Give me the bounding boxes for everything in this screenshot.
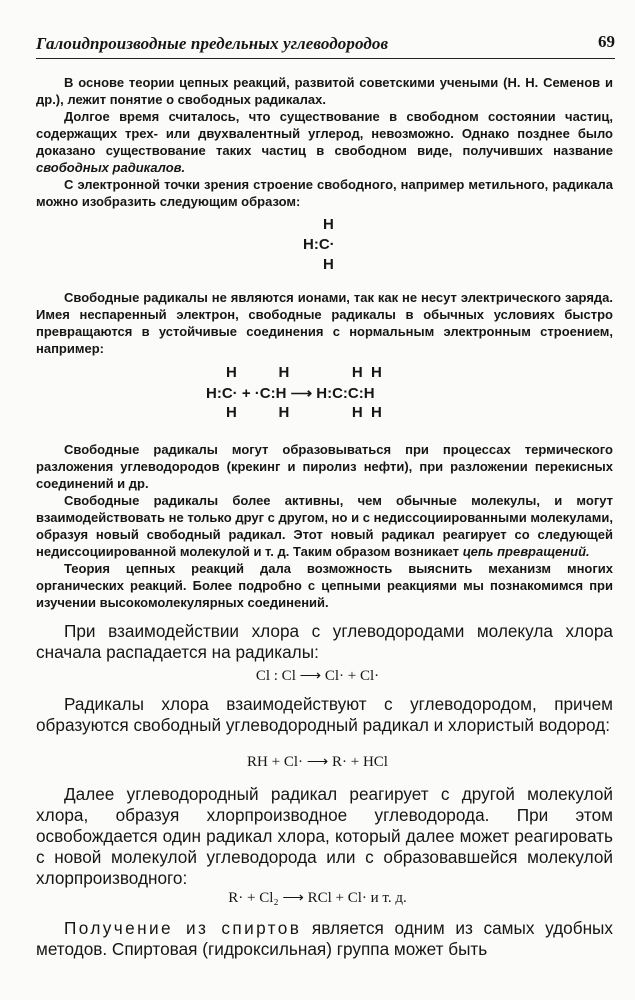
formula-row: H H H H <box>226 404 382 421</box>
paragraph: Радикалы хлора взаимодействуют с углеводородом, причем образуются свободный углеводородный радикал и хлористый водород: <box>36 694 613 735</box>
equation-radical-formation: RH + Cl· ⟶ R· + HCl <box>247 754 388 770</box>
paragraph <box>36 492 613 560</box>
paragraph-chain-continuation <box>36 784 613 889</box>
paragraph: В основе теории цепных реакций, развитой советскими учеными (Н. Н. Семенов и др.), лежит понятие о свободных радикалах. <box>36 75 613 107</box>
paragraph-radicals <box>36 694 613 736</box>
paragraph: При взаимодействии хлора с углеводородами молекула хлора сначала распадается на радикалы: <box>36 621 613 662</box>
page-header <box>36 30 615 59</box>
section-radical-properties <box>36 289 613 357</box>
paragraph-text: является одним из самых удобных методов. Спиртовая (гидроксильная) группа может быть <box>36 918 614 959</box>
formula-row: H H H H <box>226 364 382 381</box>
paragraph-text: Долгое время считалось, что существование в свободном состоянии частиц, содержащих трех- или двухвалентный углерод, невозможно. Однако позднее было доказано существование таких частиц в свободном виде, получивших название <box>36 109 613 158</box>
paragraph <box>36 918 613 960</box>
running-title: Галоидпроизводные предельных углеводородов <box>36 34 389 53</box>
paragraph: Теория цепных реакций дала возможность выяснить механизм многих органических реакций. Более подробно с цепными реакциями мы познакомимся при изучении высокомолекулярных соединений. <box>36 561 613 610</box>
paragraph: Далее углеводородный радикал реагирует с другой молекулой хлора, образуя хлорпроизводное углеводорода. При этом освобождается один радикал хлора, который далее может реагировать с новой молекулой углеводорода или с образовавшейся молекулой хлорпроизводного: <box>36 784 613 888</box>
formula-row: H:C· + ·C:H ⟶ H:C:C:H <box>206 385 375 402</box>
equation-chlorination: R· + Cl₂ ⟶ RCl + Cl· и т. д. <box>228 890 407 906</box>
formula-row: H <box>323 256 334 273</box>
term-chain: цепь превращений. <box>462 544 590 559</box>
term-free-radicals: свободных радикалов. <box>36 160 186 175</box>
page-number: 69 <box>598 32 615 51</box>
paragraph: Свободные радикалы не являются ионами, так как не несут электрического заряда. Имея неспаренный электрон, свободные радикалы в обычных условиях быстро превращаются в устойчивые соединения с нормальным электронным строением, например: <box>36 290 613 356</box>
paragraph <box>36 108 613 176</box>
paragraph: С электронной точки зрения строение свободного, например метильного, радикала можно изобразить следующим образом: <box>36 177 613 209</box>
paragraph-chlorine <box>36 621 613 663</box>
dimerization-formula <box>206 364 456 424</box>
formula-row: H:C· <box>303 236 335 253</box>
section-free-radicals-intro <box>36 74 613 210</box>
paragraph-from-alcohols <box>36 918 613 960</box>
paragraph-text: Свободные радикалы более активны, чем обычные молекулы, и могут взаимодействовать не только друг с другом, но и с недиссоциированными молекулами, образуя новый свободный радикал. Этот новый радикал реагирует со следующей недиссоциированной молекулой и т. д. Таким образом возникает <box>36 493 613 559</box>
section-chain-reactions <box>36 441 613 611</box>
section-lead-spaced: Получение из спиртов <box>64 918 302 938</box>
equation-chlorine-dissociation: Cl : Cl ⟶ Cl· + Cl· <box>255 668 380 684</box>
paragraph: Свободные радикалы могут образовываться при процессах термического разложения углеводородов (крекинг и пиролиз нефти), при разложении перекисных соединений и др. <box>36 442 613 491</box>
methyl-radical-formula <box>303 216 363 276</box>
formula-row: H <box>323 216 334 233</box>
